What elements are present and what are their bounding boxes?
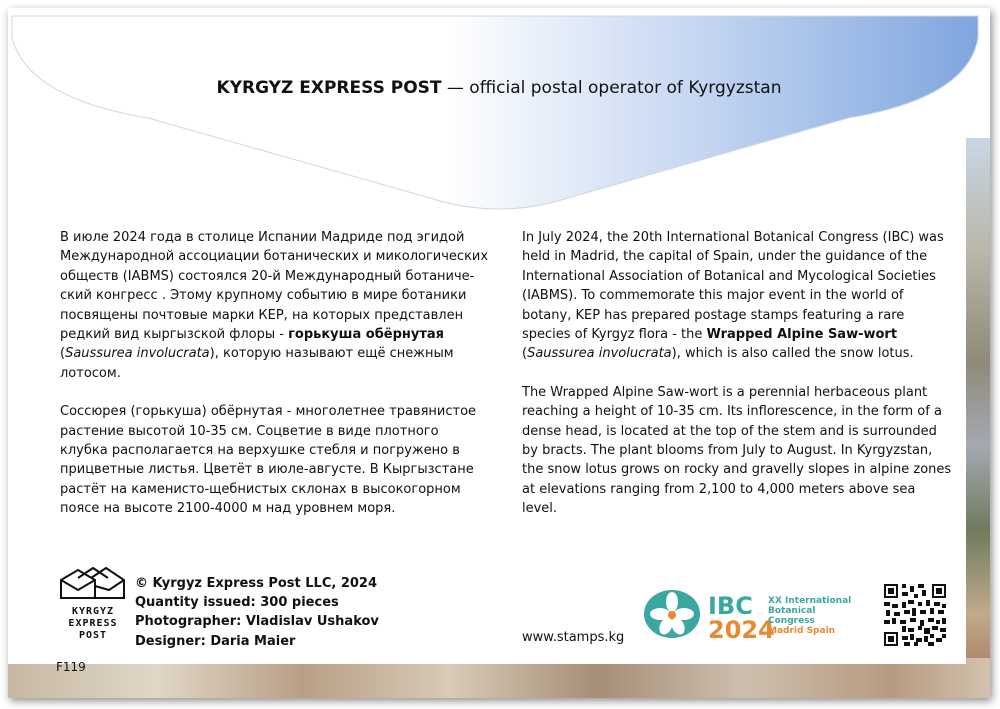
ibc-text: IBC (708, 592, 753, 620)
ibc-logo (642, 588, 862, 648)
website-link[interactable]: www.stamps.kg (522, 630, 625, 645)
english-paragraph-1 (522, 228, 954, 364)
ru-latin-name: Saussurea involucrata (65, 346, 210, 362)
flower-emblem-icon (642, 588, 702, 640)
designer-line: Designer: Daria Maier (135, 633, 296, 649)
en-p1-end: ), which is also called the snow lotus. (671, 346, 914, 362)
en-p1-paren: ( (522, 346, 528, 362)
ibc-caption-3: Congress (768, 616, 815, 626)
envelope-flap (8, 8, 990, 228)
ibc-wordmark (708, 594, 775, 642)
kep-logo-text (58, 606, 128, 642)
en-latin-name: Saussurea involucrata (527, 346, 672, 362)
title-description: — official postal operator of Kyrgyzstan (441, 78, 782, 98)
page-title (8, 78, 990, 98)
postal-card (8, 8, 990, 698)
logo-line-3: POST (78, 630, 108, 641)
title-company: KYRGYZ EXPRESS POST (216, 78, 442, 98)
ibc-year: 2024 (708, 616, 775, 644)
en-species-name: Wrapped Alpine Saw-wort (706, 327, 898, 343)
ru-p1-text: В июле 2024 года в столице Испании Мадриде под эгидой Международной ассоциации ботанических и микологических обществ (IABMS) состоялся 20-й Международный ботаниче-ский конгресс . Этому крупному событию в мире ботаники посвящены почтовые марки КЕР, на которых представлен редкий вид кыргызской флоры - (60, 230, 489, 343)
logo-line-2: EXPRESS (68, 618, 118, 629)
envelopes-icon (58, 566, 128, 602)
ru-species-name: горькуша обёрнутая (288, 327, 445, 343)
product-code: F119 (56, 660, 86, 674)
qr-code-icon[interactable] (884, 584, 946, 646)
quantity-line: Quantity issued: 300 pieces (135, 595, 339, 611)
ibc-caption (768, 596, 851, 636)
en-p1-text: In July 2024, the 20th International Botanical Congress (IBC) was held in Madrid, the capital of Spain, under the guidance of the International Association of Botanical and Mycological Societies (IABMS). To commemorate this major event in the world of botany, KEP has prepared postage stamps featuring a rare species of Kyrgyz flora - the (522, 230, 944, 343)
russian-text-column (60, 228, 490, 538)
photographer-line: Photographer: Vladislav Ushakov (135, 614, 379, 630)
ibc-caption-1: XX International (768, 596, 852, 606)
english-text-column (522, 228, 954, 538)
english-paragraph-2: The Wrapped Alpine Saw-wort is a perennial herbaceous plant reaching a height of 10-35 cm. Its inflorescence, in the form of a dense head, is located at the top of the stem and is surrounded by bracts. The plant blooms from July to August. In Kyrgyzstan, the snow lotus grows on rocky and gravelly slopes in alpine zones at elevations ranging from 2,100 to 4,000 meters above sea level. (522, 384, 952, 517)
russian-paragraph-1 (60, 228, 490, 383)
ibc-caption-2: Botanical (768, 606, 816, 616)
ru-p1-end: ), которую называют ещё снежным лотосом. (60, 346, 454, 381)
copyright-line: © Kyrgyz Express Post LLC, 2024 (135, 576, 378, 591)
ibc-caption-4: Madrid Spain (768, 626, 836, 636)
kep-logo (58, 566, 128, 642)
credits-block (135, 574, 379, 651)
flower-photo-strip-bottom (8, 658, 990, 698)
russian-paragraph-2: Соссюрея (горькуша) обёрнутая - многолетнее травянистое растение высотой 10-35 см. Соцветие в виде плотного клубка располагается на верхушке стебля и погружено в прицветные листья. Цветёт в июле-августе. В Кыргызстане растёт на каменисто-щебнистых склонах в высокогорном поясе на высоте 2100-4000 м над уровнем моря. (60, 404, 477, 517)
ru-p1-paren: ( (60, 346, 66, 362)
logo-line-1: KYRGYZ (71, 606, 115, 617)
